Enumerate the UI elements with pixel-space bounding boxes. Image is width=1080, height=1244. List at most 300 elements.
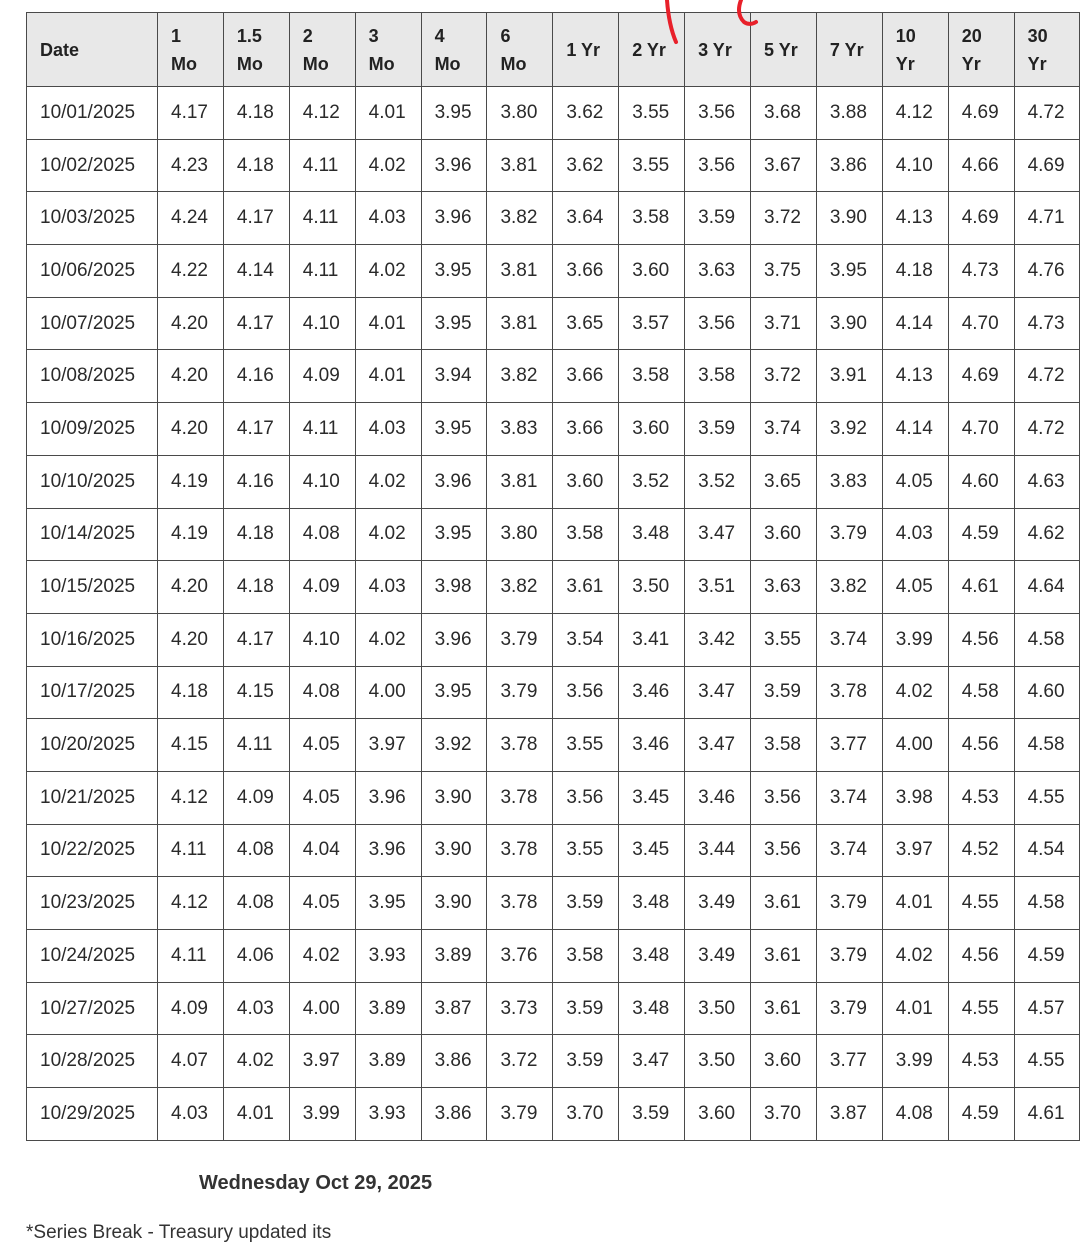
yield-cell: 3.50 — [685, 982, 751, 1035]
yield-cell: 3.59 — [553, 1035, 619, 1088]
yield-cell: 4.11 — [289, 403, 355, 456]
yield-cell: 4.59 — [948, 1088, 1014, 1141]
yield-cell: 4.05 — [289, 719, 355, 772]
table-row — [27, 719, 1080, 772]
yield-cell: 4.12 — [882, 87, 948, 140]
yield-cell: 3.82 — [487, 192, 553, 245]
yield-cell: 3.81 — [487, 455, 553, 508]
yield-cell: 4.70 — [948, 297, 1014, 350]
yield-cell: 3.42 — [685, 613, 751, 666]
column-header-label: 7 Yr — [829, 39, 864, 60]
yield-cell: 4.18 — [158, 666, 224, 719]
yield-cell: 3.66 — [553, 350, 619, 403]
treasury-yield-table — [26, 12, 1080, 1141]
yield-cell: 4.17 — [158, 87, 224, 140]
yield-cell: 4.03 — [355, 403, 421, 456]
yield-cell: 3.95 — [816, 245, 882, 298]
yield-cell: 4.05 — [882, 561, 948, 614]
yield-cell: 4.00 — [355, 666, 421, 719]
yield-cell: 3.72 — [751, 350, 817, 403]
yield-cell: 4.08 — [223, 877, 289, 930]
yield-cell: 4.09 — [158, 982, 224, 1035]
yield-cell: 4.55 — [948, 982, 1014, 1035]
yield-cell: 4.12 — [289, 87, 355, 140]
yield-cell: 3.48 — [619, 982, 685, 1035]
column-header-label: 2 Yr — [632, 39, 666, 60]
yield-cell: 4.23 — [158, 139, 224, 192]
yield-cell: 3.74 — [816, 613, 882, 666]
yield-cell: 3.96 — [421, 613, 487, 666]
yield-cell: 4.18 — [223, 87, 289, 140]
yield-cell: 3.56 — [751, 771, 817, 824]
yield-cell: 3.60 — [619, 403, 685, 456]
yield-cell: 4.04 — [289, 824, 355, 877]
yield-cell: 4.02 — [289, 930, 355, 983]
yield-cell: 4.03 — [158, 1088, 224, 1141]
column-header-label: 6 — [500, 25, 511, 46]
yield-cell: 3.56 — [553, 771, 619, 824]
yield-cell: 4.16 — [223, 350, 289, 403]
column-header — [289, 13, 355, 87]
table-row — [27, 139, 1080, 192]
yield-cell: 3.59 — [619, 1088, 685, 1141]
yield-cell: 3.79 — [487, 1088, 553, 1141]
yield-cell: 4.19 — [158, 508, 224, 561]
yield-cell: 3.41 — [619, 613, 685, 666]
yield-cell: 4.14 — [882, 297, 948, 350]
yield-cell: 3.48 — [619, 877, 685, 930]
yield-cell: 3.58 — [619, 350, 685, 403]
column-header — [685, 13, 751, 87]
yield-cell: 3.81 — [487, 139, 553, 192]
yield-cell: 3.81 — [487, 245, 553, 298]
yield-cell: 3.95 — [421, 87, 487, 140]
yield-cell: 4.69 — [948, 87, 1014, 140]
column-header-label: Mo — [500, 53, 527, 74]
table-row — [27, 297, 1080, 350]
yield-cell: 3.98 — [421, 561, 487, 614]
yield-cell: 3.77 — [816, 719, 882, 772]
yield-cell: 4.01 — [882, 982, 948, 1035]
yield-cell: 3.99 — [289, 1088, 355, 1141]
yield-cell: 4.59 — [948, 508, 1014, 561]
yield-cell: 3.89 — [355, 1035, 421, 1088]
yield-cell: 4.12 — [158, 771, 224, 824]
yield-cell: 4.56 — [948, 719, 1014, 772]
column-header-label: 2 — [302, 25, 313, 46]
date-cell: 10/21/2025 — [27, 771, 158, 824]
yield-cell: 3.94 — [421, 350, 487, 403]
yield-cell: 3.91 — [816, 350, 882, 403]
yield-cell: 4.02 — [223, 1035, 289, 1088]
yield-cell: 3.88 — [816, 87, 882, 140]
yield-cell: 3.71 — [751, 297, 817, 350]
date-cell: 10/09/2025 — [27, 403, 158, 456]
yield-cell: 4.01 — [355, 350, 421, 403]
yield-cell: 4.03 — [355, 192, 421, 245]
yield-cell: 3.95 — [421, 403, 487, 456]
yield-cell: 3.47 — [685, 666, 751, 719]
yield-cell: 3.51 — [685, 561, 751, 614]
yield-cell: 4.18 — [882, 245, 948, 298]
yield-cell: 4.11 — [158, 824, 224, 877]
yield-cell: 3.96 — [355, 824, 421, 877]
yield-cell: 3.52 — [685, 455, 751, 508]
yield-cell: 3.49 — [685, 930, 751, 983]
yield-cell: 3.86 — [816, 139, 882, 192]
table-header — [27, 13, 1080, 87]
table-row — [27, 771, 1080, 824]
table-body — [27, 87, 1080, 1141]
yield-cell: 3.70 — [751, 1088, 817, 1141]
column-header — [553, 13, 619, 87]
yield-cell: 4.64 — [1014, 561, 1080, 614]
yield-cell: 3.56 — [685, 297, 751, 350]
column-header-label: Mo — [302, 53, 329, 74]
yield-cell: 3.87 — [421, 982, 487, 1035]
yield-cell: 3.48 — [619, 508, 685, 561]
yield-cell: 3.78 — [487, 719, 553, 772]
yield-cell: 4.69 — [948, 192, 1014, 245]
yield-cell: 4.22 — [158, 245, 224, 298]
column-header-label: Yr — [961, 53, 981, 74]
yield-cell: 4.20 — [158, 403, 224, 456]
yield-cell: 3.95 — [421, 508, 487, 561]
yield-cell: 4.76 — [1014, 245, 1080, 298]
column-header-label: 3 — [368, 25, 379, 46]
yield-cell: 3.99 — [882, 1035, 948, 1088]
yield-cell: 3.65 — [553, 297, 619, 350]
table-row — [27, 508, 1080, 561]
yield-cell: 4.73 — [1014, 297, 1080, 350]
yield-cell: 3.78 — [487, 877, 553, 930]
yield-cell: 3.55 — [553, 719, 619, 772]
yield-cell: 4.18 — [223, 139, 289, 192]
yield-cell: 4.11 — [289, 192, 355, 245]
yield-cell: 4.54 — [1014, 824, 1080, 877]
yield-cell: 3.78 — [487, 824, 553, 877]
column-header — [882, 13, 948, 87]
yield-cell: 3.93 — [355, 930, 421, 983]
yield-cell: 4.01 — [882, 877, 948, 930]
yield-cell: 3.93 — [355, 1088, 421, 1141]
yield-cell: 4.13 — [882, 350, 948, 403]
yield-cell: 4.56 — [948, 930, 1014, 983]
yield-cell: 3.63 — [685, 245, 751, 298]
yield-cell: 4.66 — [948, 139, 1014, 192]
column-header-label: 5 Yr — [764, 39, 798, 60]
yield-cell: 3.79 — [487, 613, 553, 666]
yield-cell: 4.02 — [355, 139, 421, 192]
yield-cell: 4.58 — [1014, 877, 1080, 930]
yield-cell: 3.58 — [751, 719, 817, 772]
table-row — [27, 666, 1080, 719]
date-cell: 10/14/2025 — [27, 508, 158, 561]
table-row — [27, 1088, 1080, 1141]
table-row — [27, 245, 1080, 298]
yield-cell: 3.56 — [751, 824, 817, 877]
yield-cell: 4.12 — [158, 877, 224, 930]
yield-cell: 4.10 — [289, 297, 355, 350]
yield-cell: 3.86 — [421, 1035, 487, 1088]
yield-cell: 3.72 — [751, 192, 817, 245]
yield-cell: 4.11 — [158, 930, 224, 983]
yield-cell: 4.55 — [948, 877, 1014, 930]
yield-cell: 4.72 — [1014, 403, 1080, 456]
yield-cell: 4.13 — [882, 192, 948, 245]
table-row — [27, 982, 1080, 1035]
yield-cell: 4.14 — [223, 245, 289, 298]
table-row — [27, 930, 1080, 983]
yield-cell: 3.60 — [685, 1088, 751, 1141]
yield-cell: 4.02 — [882, 930, 948, 983]
column-header-label: 10 — [895, 25, 916, 46]
yield-cell: 3.50 — [619, 561, 685, 614]
yield-cell: 3.89 — [421, 930, 487, 983]
date-caption: Wednesday Oct 29, 2025 — [199, 1172, 433, 1194]
yield-cell: 4.11 — [289, 139, 355, 192]
yield-cell: 4.02 — [355, 508, 421, 561]
yield-cell: 3.58 — [553, 930, 619, 983]
column-header — [619, 13, 685, 87]
column-header — [421, 13, 487, 87]
yield-cell: 3.59 — [751, 666, 817, 719]
column-header-label: Mo — [236, 53, 263, 74]
date-cell: 10/06/2025 — [27, 245, 158, 298]
date-cell: 10/02/2025 — [27, 139, 158, 192]
yield-cell: 4.19 — [158, 455, 224, 508]
date-cell: 10/10/2025 — [27, 455, 158, 508]
yield-cell: 3.79 — [487, 666, 553, 719]
yield-cell: 3.44 — [685, 824, 751, 877]
yield-cell: 3.60 — [553, 455, 619, 508]
yield-cell: 3.61 — [751, 877, 817, 930]
yield-cell: 3.45 — [619, 824, 685, 877]
yield-cell: 3.81 — [487, 297, 553, 350]
date-cell: 10/03/2025 — [27, 192, 158, 245]
yield-cell: 3.87 — [816, 1088, 882, 1141]
yield-cell: 4.01 — [355, 87, 421, 140]
yield-cell: 3.55 — [553, 824, 619, 877]
yield-cell: 3.86 — [421, 1088, 487, 1141]
yield-cell: 4.00 — [882, 719, 948, 772]
yield-cell: 3.45 — [619, 771, 685, 824]
yield-cell: 3.65 — [751, 455, 817, 508]
date-cell: 10/07/2025 — [27, 297, 158, 350]
yield-cell: 3.48 — [619, 930, 685, 983]
yield-cell: 4.08 — [882, 1088, 948, 1141]
yield-cell: 3.73 — [487, 982, 553, 1035]
date-cell: 10/23/2025 — [27, 877, 158, 930]
yield-cell: 3.49 — [685, 877, 751, 930]
yield-cell: 3.59 — [553, 877, 619, 930]
yield-cell: 4.02 — [355, 613, 421, 666]
yield-cell: 3.98 — [882, 771, 948, 824]
yield-cell: 4.01 — [223, 1088, 289, 1141]
yield-cell: 3.74 — [816, 771, 882, 824]
column-header — [355, 13, 421, 87]
yield-cell: 3.56 — [685, 87, 751, 140]
yield-cell: 3.74 — [751, 403, 817, 456]
yield-cell: 3.90 — [421, 824, 487, 877]
column-header-label: 4 — [434, 25, 445, 46]
date-cell: 10/28/2025 — [27, 1035, 158, 1088]
column-header-date — [27, 13, 158, 87]
yield-cell: 3.90 — [816, 297, 882, 350]
yield-cell: 3.47 — [685, 719, 751, 772]
yield-cell: 4.08 — [289, 508, 355, 561]
yield-cell: 3.57 — [619, 297, 685, 350]
yield-cell: 3.52 — [619, 455, 685, 508]
yield-cell: 3.46 — [685, 771, 751, 824]
date-cell: 10/20/2025 — [27, 719, 158, 772]
yield-cell: 3.80 — [487, 87, 553, 140]
yield-cell: 4.18 — [223, 508, 289, 561]
yield-cell: 4.20 — [158, 297, 224, 350]
column-header-label: 20 — [961, 25, 982, 46]
yield-cell: 3.74 — [816, 824, 882, 877]
yield-cell: 4.09 — [289, 350, 355, 403]
yield-cell: 4.01 — [355, 297, 421, 350]
yield-cell: 3.61 — [553, 561, 619, 614]
yield-cell: 3.70 — [553, 1088, 619, 1141]
yield-cell: 3.82 — [487, 561, 553, 614]
yield-cell: 3.90 — [421, 877, 487, 930]
yield-cell: 3.96 — [421, 455, 487, 508]
date-cell: 10/17/2025 — [27, 666, 158, 719]
yield-cell: 3.61 — [751, 930, 817, 983]
column-header-label: 3 Yr — [698, 39, 732, 60]
column-header — [816, 13, 882, 87]
yield-cell: 3.55 — [619, 139, 685, 192]
yield-cell: 4.55 — [1014, 771, 1080, 824]
yield-cell: 3.68 — [751, 87, 817, 140]
yield-cell: 3.96 — [421, 139, 487, 192]
column-header — [948, 13, 1014, 87]
yield-cell: 4.62 — [1014, 508, 1080, 561]
column-header-label: Mo — [368, 53, 395, 74]
column-header-label: Yr — [1027, 53, 1047, 74]
yield-cell: 4.60 — [948, 455, 1014, 508]
table-row — [27, 877, 1080, 930]
yield-cell: 4.17 — [223, 192, 289, 245]
yield-cell: 3.59 — [685, 403, 751, 456]
yield-cell: 3.90 — [816, 192, 882, 245]
yield-cell: 4.11 — [223, 719, 289, 772]
yield-cell: 4.08 — [289, 666, 355, 719]
yield-cell: 4.15 — [223, 666, 289, 719]
date-cell: 10/16/2025 — [27, 613, 158, 666]
yield-cell: 4.05 — [289, 771, 355, 824]
yield-cell: 4.17 — [223, 613, 289, 666]
yield-cell: 3.58 — [619, 192, 685, 245]
yield-cell: 3.96 — [421, 192, 487, 245]
table-row — [27, 613, 1080, 666]
yield-cell: 3.89 — [355, 982, 421, 1035]
column-header-label: 1.5 — [236, 25, 262, 46]
yield-cell: 3.56 — [553, 666, 619, 719]
yield-cell: 3.60 — [751, 508, 817, 561]
yield-cell: 3.97 — [355, 719, 421, 772]
yield-cell: 4.09 — [223, 771, 289, 824]
column-header-label: 30 — [1027, 25, 1048, 46]
yield-cell: 3.78 — [816, 666, 882, 719]
series-break-footnote: *Series Break - Treasury updated its — [26, 1222, 332, 1243]
date-cell: 10/29/2025 — [27, 1088, 158, 1141]
yield-cell: 4.60 — [1014, 666, 1080, 719]
yield-cell: 4.58 — [1014, 613, 1080, 666]
yield-cell: 4.59 — [1014, 930, 1080, 983]
yield-cell: 4.17 — [223, 403, 289, 456]
yield-cell: 3.50 — [685, 1035, 751, 1088]
yield-cell: 4.72 — [1014, 87, 1080, 140]
yield-cell: 4.00 — [289, 982, 355, 1035]
yield-cell: 3.66 — [553, 245, 619, 298]
yield-cell: 4.11 — [289, 245, 355, 298]
yield-cell: 3.75 — [751, 245, 817, 298]
yield-cell: 3.59 — [553, 982, 619, 1035]
yield-cell: 4.03 — [223, 982, 289, 1035]
column-header-label: Mo — [171, 53, 197, 74]
table-row — [27, 403, 1080, 456]
yield-cell: 4.03 — [882, 508, 948, 561]
yield-cell: 3.55 — [751, 613, 817, 666]
column-header — [487, 13, 553, 87]
yield-cell: 4.20 — [158, 561, 224, 614]
column-header — [223, 13, 289, 87]
header-row — [27, 13, 1080, 87]
column-header-label: 1 Yr — [566, 39, 601, 60]
yield-cell: 3.56 — [685, 139, 751, 192]
yield-cell: 3.63 — [751, 561, 817, 614]
table-row — [27, 455, 1080, 508]
yield-cell: 4.58 — [948, 666, 1014, 719]
yield-cell: 3.95 — [421, 666, 487, 719]
yield-cell: 4.73 — [948, 245, 1014, 298]
yield-cell: 4.71 — [1014, 192, 1080, 245]
yield-cell: 3.96 — [355, 771, 421, 824]
yield-cell: 4.69 — [948, 350, 1014, 403]
yield-cell: 3.58 — [685, 350, 751, 403]
yield-cell: 3.61 — [751, 982, 817, 1035]
yield-cell: 3.79 — [816, 930, 882, 983]
yield-cell: 3.92 — [816, 403, 882, 456]
yield-cell: 3.79 — [816, 877, 882, 930]
yield-cell: 4.10 — [882, 139, 948, 192]
yield-cell: 3.60 — [751, 1035, 817, 1088]
yield-cell: 3.55 — [619, 87, 685, 140]
yield-cell: 4.24 — [158, 192, 224, 245]
yield-cell: 3.62 — [553, 87, 619, 140]
yield-cell: 3.90 — [421, 771, 487, 824]
yield-cell: 3.59 — [685, 192, 751, 245]
column-header-label: Date — [40, 39, 80, 60]
date-cell: 10/24/2025 — [27, 930, 158, 983]
yield-cell: 3.97 — [289, 1035, 355, 1088]
yield-cell: 4.02 — [882, 666, 948, 719]
table-row — [27, 561, 1080, 614]
date-cell: 10/08/2025 — [27, 350, 158, 403]
yield-cell: 3.82 — [816, 561, 882, 614]
yield-cell: 3.77 — [816, 1035, 882, 1088]
yield-cell: 3.79 — [816, 982, 882, 1035]
yield-cell: 4.09 — [289, 561, 355, 614]
yield-cell: 4.53 — [948, 771, 1014, 824]
yield-cell: 3.66 — [553, 403, 619, 456]
yield-cell: 4.05 — [882, 455, 948, 508]
yield-cell: 4.17 — [223, 297, 289, 350]
yield-cell: 3.95 — [421, 245, 487, 298]
